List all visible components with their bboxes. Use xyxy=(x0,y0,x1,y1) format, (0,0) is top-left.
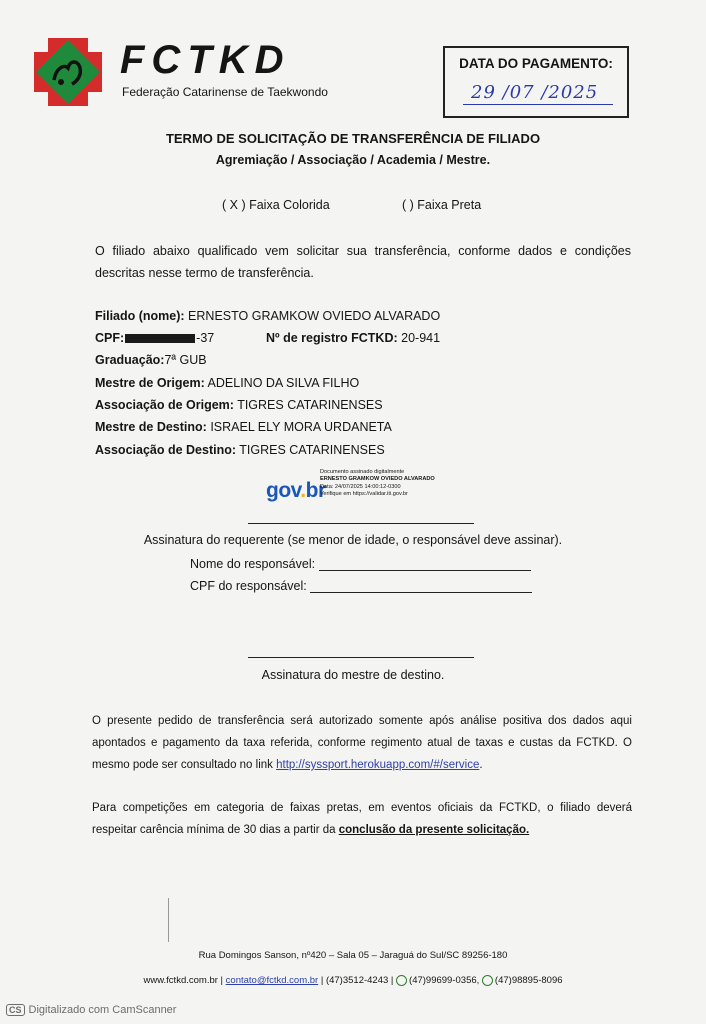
payment-date-underline xyxy=(463,104,613,105)
mestre-destino-signature-caption: Assinatura do mestre de destino. xyxy=(261,668,445,682)
payment-date-value: 29 /07 /2025 xyxy=(471,82,599,103)
intro-paragraph: O filiado abaixo qualificado vem solicitar sua transferência, conforme dados e condições descritas nesse termo de transferência. xyxy=(95,244,631,280)
footer-phone2: (47)99699-0356, xyxy=(409,975,480,987)
competition-text: Para competições em categoria de faixas pretas, em eventos oficiais da FCTKD, o filiado deverá respeitar carência mínima de 30 dias a partir da xyxy=(92,802,632,836)
digital-signature-verify: Verifique em https://validar.iti.gov.br xyxy=(320,491,408,498)
brand-subtitle: Federação Catarinense de Taekwondo xyxy=(122,85,328,99)
brand-name: FCTKD xyxy=(120,38,291,82)
cpf-responsavel-blank xyxy=(310,578,532,593)
payment-date-box xyxy=(443,46,629,118)
competition-paragraph xyxy=(92,797,632,841)
requerente-signature-line xyxy=(248,523,474,524)
footer-contacts xyxy=(0,975,706,986)
authorization-text: O presente pedido de transferência será autorizado somente após análise positiva dos dados aqui apontados e pagamento da taxa referida, conforme regimento atual de taxas e custas da FCTKD. O mesmo pode ser consultado no link xyxy=(92,715,632,771)
camscanner-badge xyxy=(6,1004,176,1016)
option-faixa-preta: ( ) Faixa Preta xyxy=(402,198,482,212)
document-subtitle: Agremiação / Associação / Academia / Mestre. xyxy=(215,153,491,167)
footer-separator: | xyxy=(318,975,326,987)
field-assoc-origem-value: TIGRES CATARINENSES xyxy=(233,398,383,412)
footer-address: Rua Domingos Sanson, nº420 – Sala 05 – Jaraguá do Sul/SC 89256-180 xyxy=(198,950,508,961)
field-mestre-destino-label: Mestre de Destino: xyxy=(95,420,207,434)
whatsapp-icon xyxy=(396,975,407,986)
field-filiado-value: ERNESTO GRAMKOW OVIEDO ALVARADO xyxy=(184,309,441,323)
requerente-signature-caption: Assinatura do requerente (se menor de idade, o responsável deve assinar). xyxy=(143,533,563,547)
field-assoc-origem xyxy=(95,398,383,412)
govbr-logo: gov.br xyxy=(266,479,326,502)
digital-signature-line1: Documento assinado digitalmente xyxy=(320,469,405,475)
field-mestre-origem-label: Mestre de Origem: xyxy=(95,376,205,390)
field-graduacao-value: 7ª GUB xyxy=(164,353,207,367)
field-registro-label: Nº de registro FCTKD: xyxy=(266,331,398,345)
field-assoc-destino-label: Associação de Destino: xyxy=(95,443,237,457)
field-graduacao xyxy=(95,353,207,367)
field-cpf-suffix: -37 xyxy=(196,331,215,345)
digital-signature-signer: ERNESTO GRAMKOW OVIEDO ALVARADO xyxy=(320,476,435,483)
field-graduacao-label: Graduação: xyxy=(95,353,165,367)
footer-phone3: (47)98895-8096 xyxy=(494,975,563,987)
field-registro-value: 20-941 xyxy=(397,331,441,345)
service-link[interactable]: http://syssport.herokuapp.com/#/service xyxy=(276,759,480,771)
whatsapp-icon xyxy=(482,975,493,986)
cpf-responsavel-label: CPF do responsável: xyxy=(190,579,307,593)
field-mestre-destino-value: ISRAEL ELY MORA URDANETA xyxy=(206,420,392,434)
digital-signature-date: Data: 24/07/2025 14:00:12-0300 xyxy=(320,483,401,490)
footer-phone1: (47)3512-4243 xyxy=(325,975,389,987)
document-title: TERMO DE SOLICITAÇÃO DE TRANSFERÊNCIA DE FILIADO xyxy=(165,131,541,146)
mestre-destino-signature-line xyxy=(248,657,474,658)
footer-website[interactable]: www.fctkd.com.br xyxy=(143,975,218,987)
cpf-responsavel-row xyxy=(190,578,532,593)
nome-responsavel-label: Nome do responsável: xyxy=(190,557,316,571)
payment-date-label: DATA DO PAGAMENTO: xyxy=(459,56,613,71)
field-mestre-origem xyxy=(95,376,359,390)
authorization-end: . xyxy=(479,759,483,771)
nome-responsavel-blank xyxy=(319,556,531,571)
field-assoc-origem-label: Associação de Origem: xyxy=(95,398,234,412)
digital-signature-text xyxy=(320,469,435,499)
authorization-paragraph xyxy=(92,710,632,776)
field-mestre-origem-value: ADELINO DA SILVA FILHO xyxy=(204,376,360,390)
field-filiado xyxy=(95,309,440,323)
cpf-redaction-bar xyxy=(125,334,195,343)
field-mestre-destino xyxy=(95,420,392,434)
competition-emphasis: conclusão da presente solicitação. xyxy=(338,824,530,836)
field-registro xyxy=(266,331,440,345)
camscanner-icon: CS xyxy=(6,1004,25,1016)
nome-responsavel-row xyxy=(190,556,531,571)
field-cpf-label: CPF: xyxy=(95,331,125,345)
footer-separator: | xyxy=(388,975,397,987)
field-assoc-destino xyxy=(95,443,385,457)
field-cpf xyxy=(95,331,214,345)
footer-separator: | xyxy=(217,975,226,987)
scan-mark xyxy=(168,898,169,942)
field-filiado-label: Filiado (nome): xyxy=(95,309,185,323)
fctkd-logo-icon xyxy=(34,38,102,106)
field-assoc-destino-value: TIGRES CATARINENSES xyxy=(236,443,385,457)
footer-email[interactable]: contato@fctkd.com.br xyxy=(225,975,319,987)
camscanner-label: Digitalizado com CamScanner xyxy=(28,1004,177,1016)
option-faixa-colorida: ( X ) Faixa Colorida xyxy=(222,198,330,212)
